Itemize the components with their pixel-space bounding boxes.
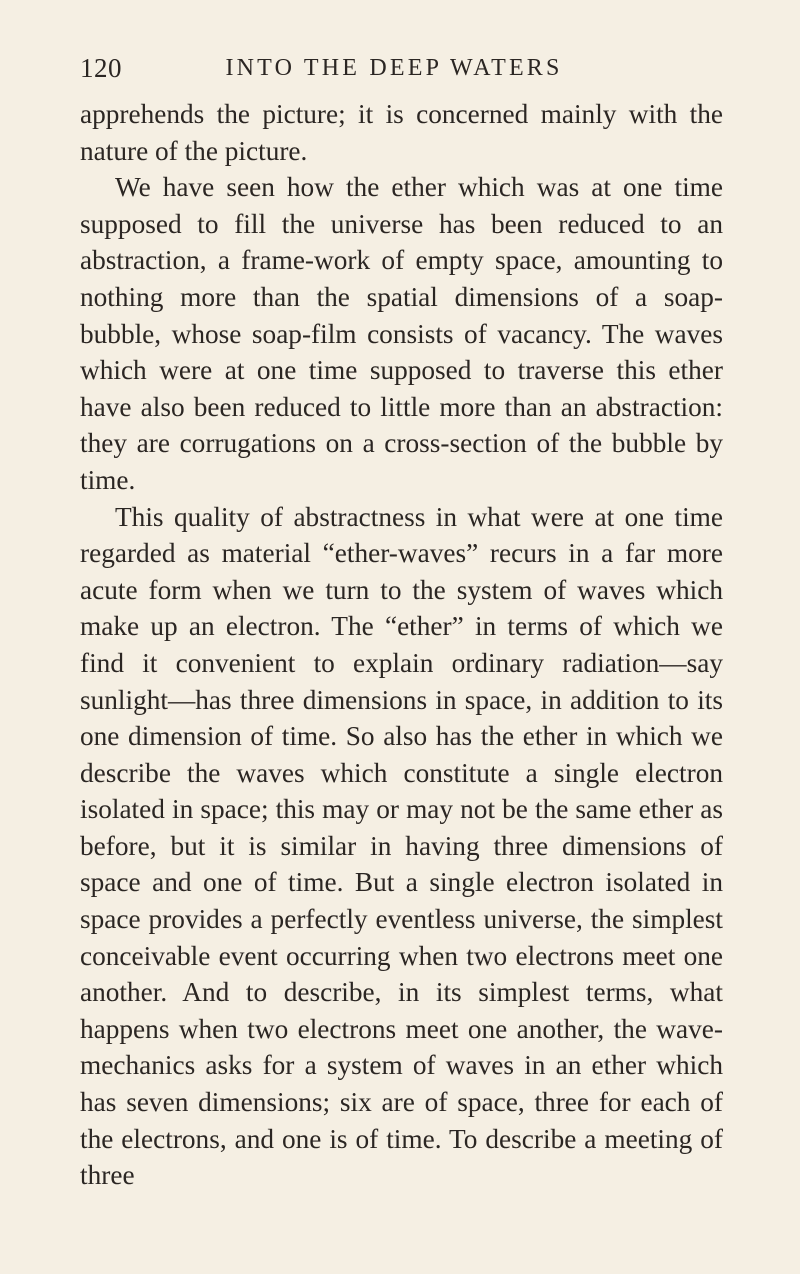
running-head — [80, 48, 708, 88]
paragraph-electron-waves: This quality of abstractness in what were at one time regarded as material “ether-waves” recurs in a far more acute form when we turn to the system of waves which make up an electron. The “ether” in terms of which we find it convenient to explain ordinary radiation—say sunlight—has three dimensions in space, in addition to its one dimension of time. So also has the ether in which we describe the waves which constitute a single electron isolated in space; this may or may not be the same ether as before, but it is similar in having three dimensions of space and one of time. But a single electron isolated in space provides a perfectly eventless universe, the simplest conceivable event occurring when two electrons meet one another. And to describe, in its simplest terms, what happens when two electrons meet one another, the wave-mechanics asks for a system of waves in an ether which has seven dimensions; six are of space, three for each of the electrons, and one is of time. To describe a meeting of three — [80, 501, 723, 1191]
body-text — [80, 96, 723, 1194]
paragraph-ether-abstraction: We have seen how the ether which was at one time supposed to fill the universe has been reduced to an abstraction, a frame-work of empty space, amounting to nothing more than the spatial dimensions of a soap-bubble, whose soap-film consists of vacancy. The waves which were at one time supposed to traverse this ether have also been reduced to little more than an abstraction: they are corrugations on a cross-section of the bubble by time. — [80, 172, 723, 495]
paragraph-continued: apprehends the picture; it is concerned mainly with the nature of the picture. — [80, 99, 723, 166]
running-title: INTO THE DEEP WATERS — [225, 55, 563, 81]
page-number: 120 — [80, 53, 122, 83]
